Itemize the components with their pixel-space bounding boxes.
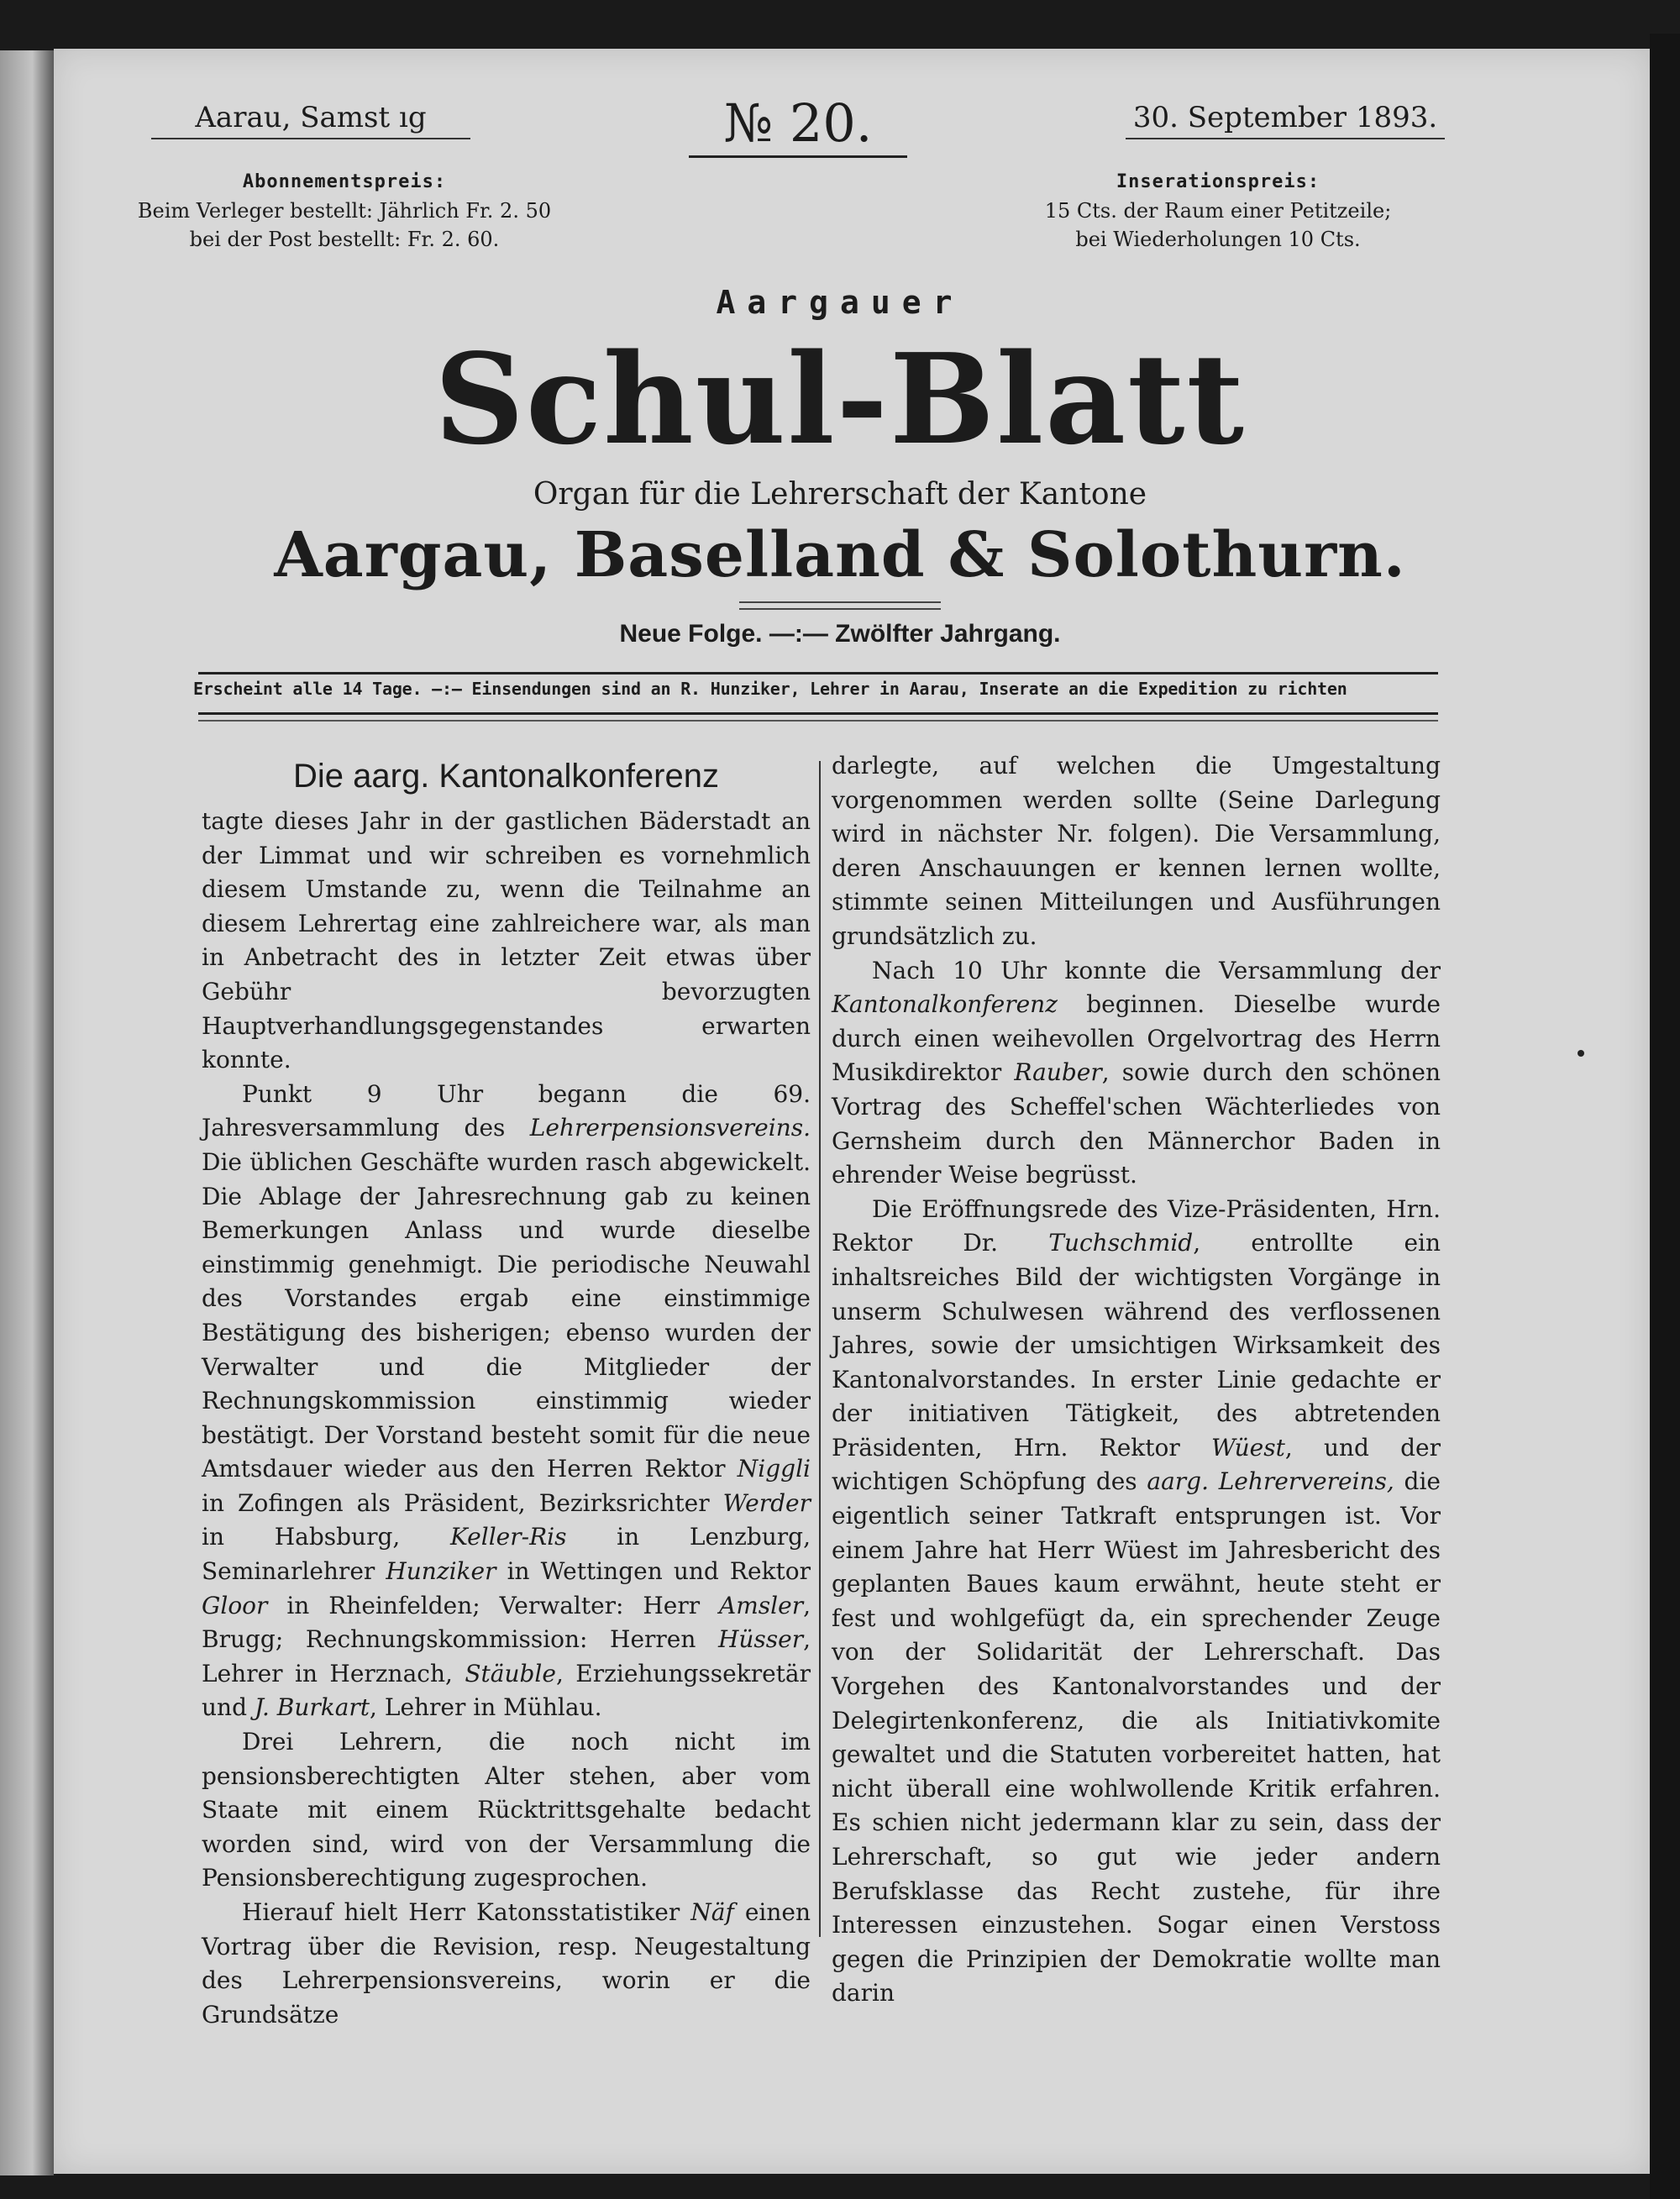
article-column-right [832,749,1441,2011]
issue-date: 30. September 1893. [1126,101,1445,139]
adjacent-page-edge [0,50,54,2175]
insertion-line-1: 15 Cts. der Raum einer Petitzeile; [1044,199,1392,223]
paragraph: darlegte, auf welchen die Umgestaltung vorgenommen werden sollte (Seine Darlegung wird in nächster Nr. folgen). Die Versammlung, deren Anschauungen er kennen lernen wollte, stimmte seinen Mitteilungen und Ausführungen grundsätzlich zu. [832,752,1441,950]
subscription-title: Abonnementspreis: [242,171,447,192]
paragraph: Punkt 9 Uhr begann die 69. Jahresversammlung des Lehrerpensionsvereins. Die üblichen Geschäfte wurden rasch abgewickelt. Die Ablage der Jahresrechnung gab zu keinen Bemerkungen Anlass und wurde dieselbe einstimmig genehmigt. Die periodische Neuwahl des Vorstandes ergab eine einstimmige Bestätigung des bisherigen; ebenso wurden der Verwalter und die Mitglieder der Rechnungskommission einstimmig wieder bestätigt. Der Vorstand besteht somit für die neue Amtsdauer wieder aus den Herren Rektor Niggli in Zofingen als Präsident, Bezirksrichter Werder in Habsburg, Keller-Ris in Lenzburg, Seminarlehrer Hunziker in Wettingen und Rektor Gloor in Rheinfelden; Verwalter: Herr Amsler, Brugg; Rechnungskommission: Herren Hüsser, Lehrer in Herznach, Stäuble, Erziehungssekretär und J. Burkart, Lehrer in Mühlau. [202,1079,811,1722]
notice-rule-bottom [198,712,1438,722]
issue-number: № 20. [689,92,907,158]
subscription-line-1: Beim Verleger bestellt: Jährlich Fr. 2. 50 [137,199,552,223]
masthead-subtitle: Organ für die Lehrerschaft der Kantone [533,477,1147,512]
article-title: Die aarg. Kantonalkonferenz [293,758,719,795]
subscription-line-2: bei der Post bestellt: Fr. 2. 60. [189,228,500,251]
paragraph: tagte dieses Jahr in der gastlichen Bäderstadt an der Limmat und wir schreiben es vornehmlich diesem Umstande zu, wenn die Teilnahme an diesem Lehrertag eine zahlreichere war, als man in Anbetracht des in letzter Zeit etwas über Gebühr bevorzugten Hauptverhandlungsgegenstandes erwarten konnte. [202,807,811,1074]
series-volume: Neue Folge. —:— Zwölfter Jahrgang. [619,620,1061,648]
subscription-price-box [134,168,554,254]
insertion-line-2: bei Wiederholungen 10 Cts. [1075,228,1361,251]
paragraph: Die Eröffnungsrede des Vize-Präsidenten, Hrn. Rektor Dr. Tuchschmid, entrollte ein inhaltsreiches Bild der wichtigsten Vorgänge in unserm Schulwesen während des verflossenen Jahres, sowie der umsichtigen Wirksamkeit des Kantonalvorstandes. In erster Linie gedachte er der initiativen Tätigkeit, des abtretenden Präsidenten, Hrn. Rektor Wüest, und der wichtigen Schöpfung des aarg. Lehrervereins, die eigentlich seiner Tatkraft entsprungen ist. Vor einem Jahre hat Herr Wüest im Jahresbericht des geplanten Baues kaum erwähnt, heute steht er fest und wohlgefügt da, ein sprechender Zeuge von der Solidarität der Lehrerschaft. Das Vorgehen des Kantonalvorstandes und der Delegirtenkonferenz, die als Initiativkomite gewaltet und die Statuten vorbereitet hatten, hat nicht überall eine wohlwollende Kritik erfahren. Es schien nicht jedermann klar zu sein, dass der Lehrerschaft, so gut wie jeder andern Berufsklasse das Recht zustehe, für ihre Interessen einzustehen. Sogar einen Verstoss gegen die Prinzipien der Demokratie wollte man darin [832,1194,1441,2007]
notice-rule-top [198,672,1438,674]
masthead-title: Schul-Blatt [434,326,1246,472]
scan-border [1650,34,1680,2199]
paragraph: Drei Lehrern, die noch nicht im pensionsberechtigten Alter stehen, aber vom Staate mit einem Rücktrittsgehalte bedacht worden sind, wird von der Versammlung die Pensionsberechtigung zugesprochen. [202,1728,811,1892]
masthead-kicker: Aargauer [716,284,964,321]
masthead-cantons: Aargau, Baselland & Solothurn. [274,519,1406,591]
issue-place-day: Aarau, Samst ıg [151,101,470,139]
masthead-divider [739,601,941,610]
insertion-title: Inserationspreis: [1116,171,1320,192]
paragraph: Nach 10 Uhr konnte die Versammlung der Kantonalkonferenz beginnen. Dieselbe wurde durch einen weihevollen Orgelvortrag des Herrn Musikdirektor Rauber, sowie durch den schönen Vortrag des Scheffel'schen Wächterliedes von Gernsheim durch den Männerchor Baden in ehrender Weise begrüsst. [832,956,1441,1189]
insertion-price-box [1000,168,1436,254]
ink-speck [1578,1050,1584,1057]
publication-notice: Erscheint alle 14 Tage. —:— Einsendungen sind an R. Hunziker, Lehrer in Aarau, Inserate an die Expedition zu richten [193,679,1347,699]
article-column-left [202,754,811,2032]
column-divider [819,761,821,1937]
paragraph: Hierauf hielt Herr Katonsstatistiker Näf einen Vortrag über die Revision, resp. Neugestaltung des Lehrerpensionsvereins, worin er die Grundsätze [202,1898,811,2028]
